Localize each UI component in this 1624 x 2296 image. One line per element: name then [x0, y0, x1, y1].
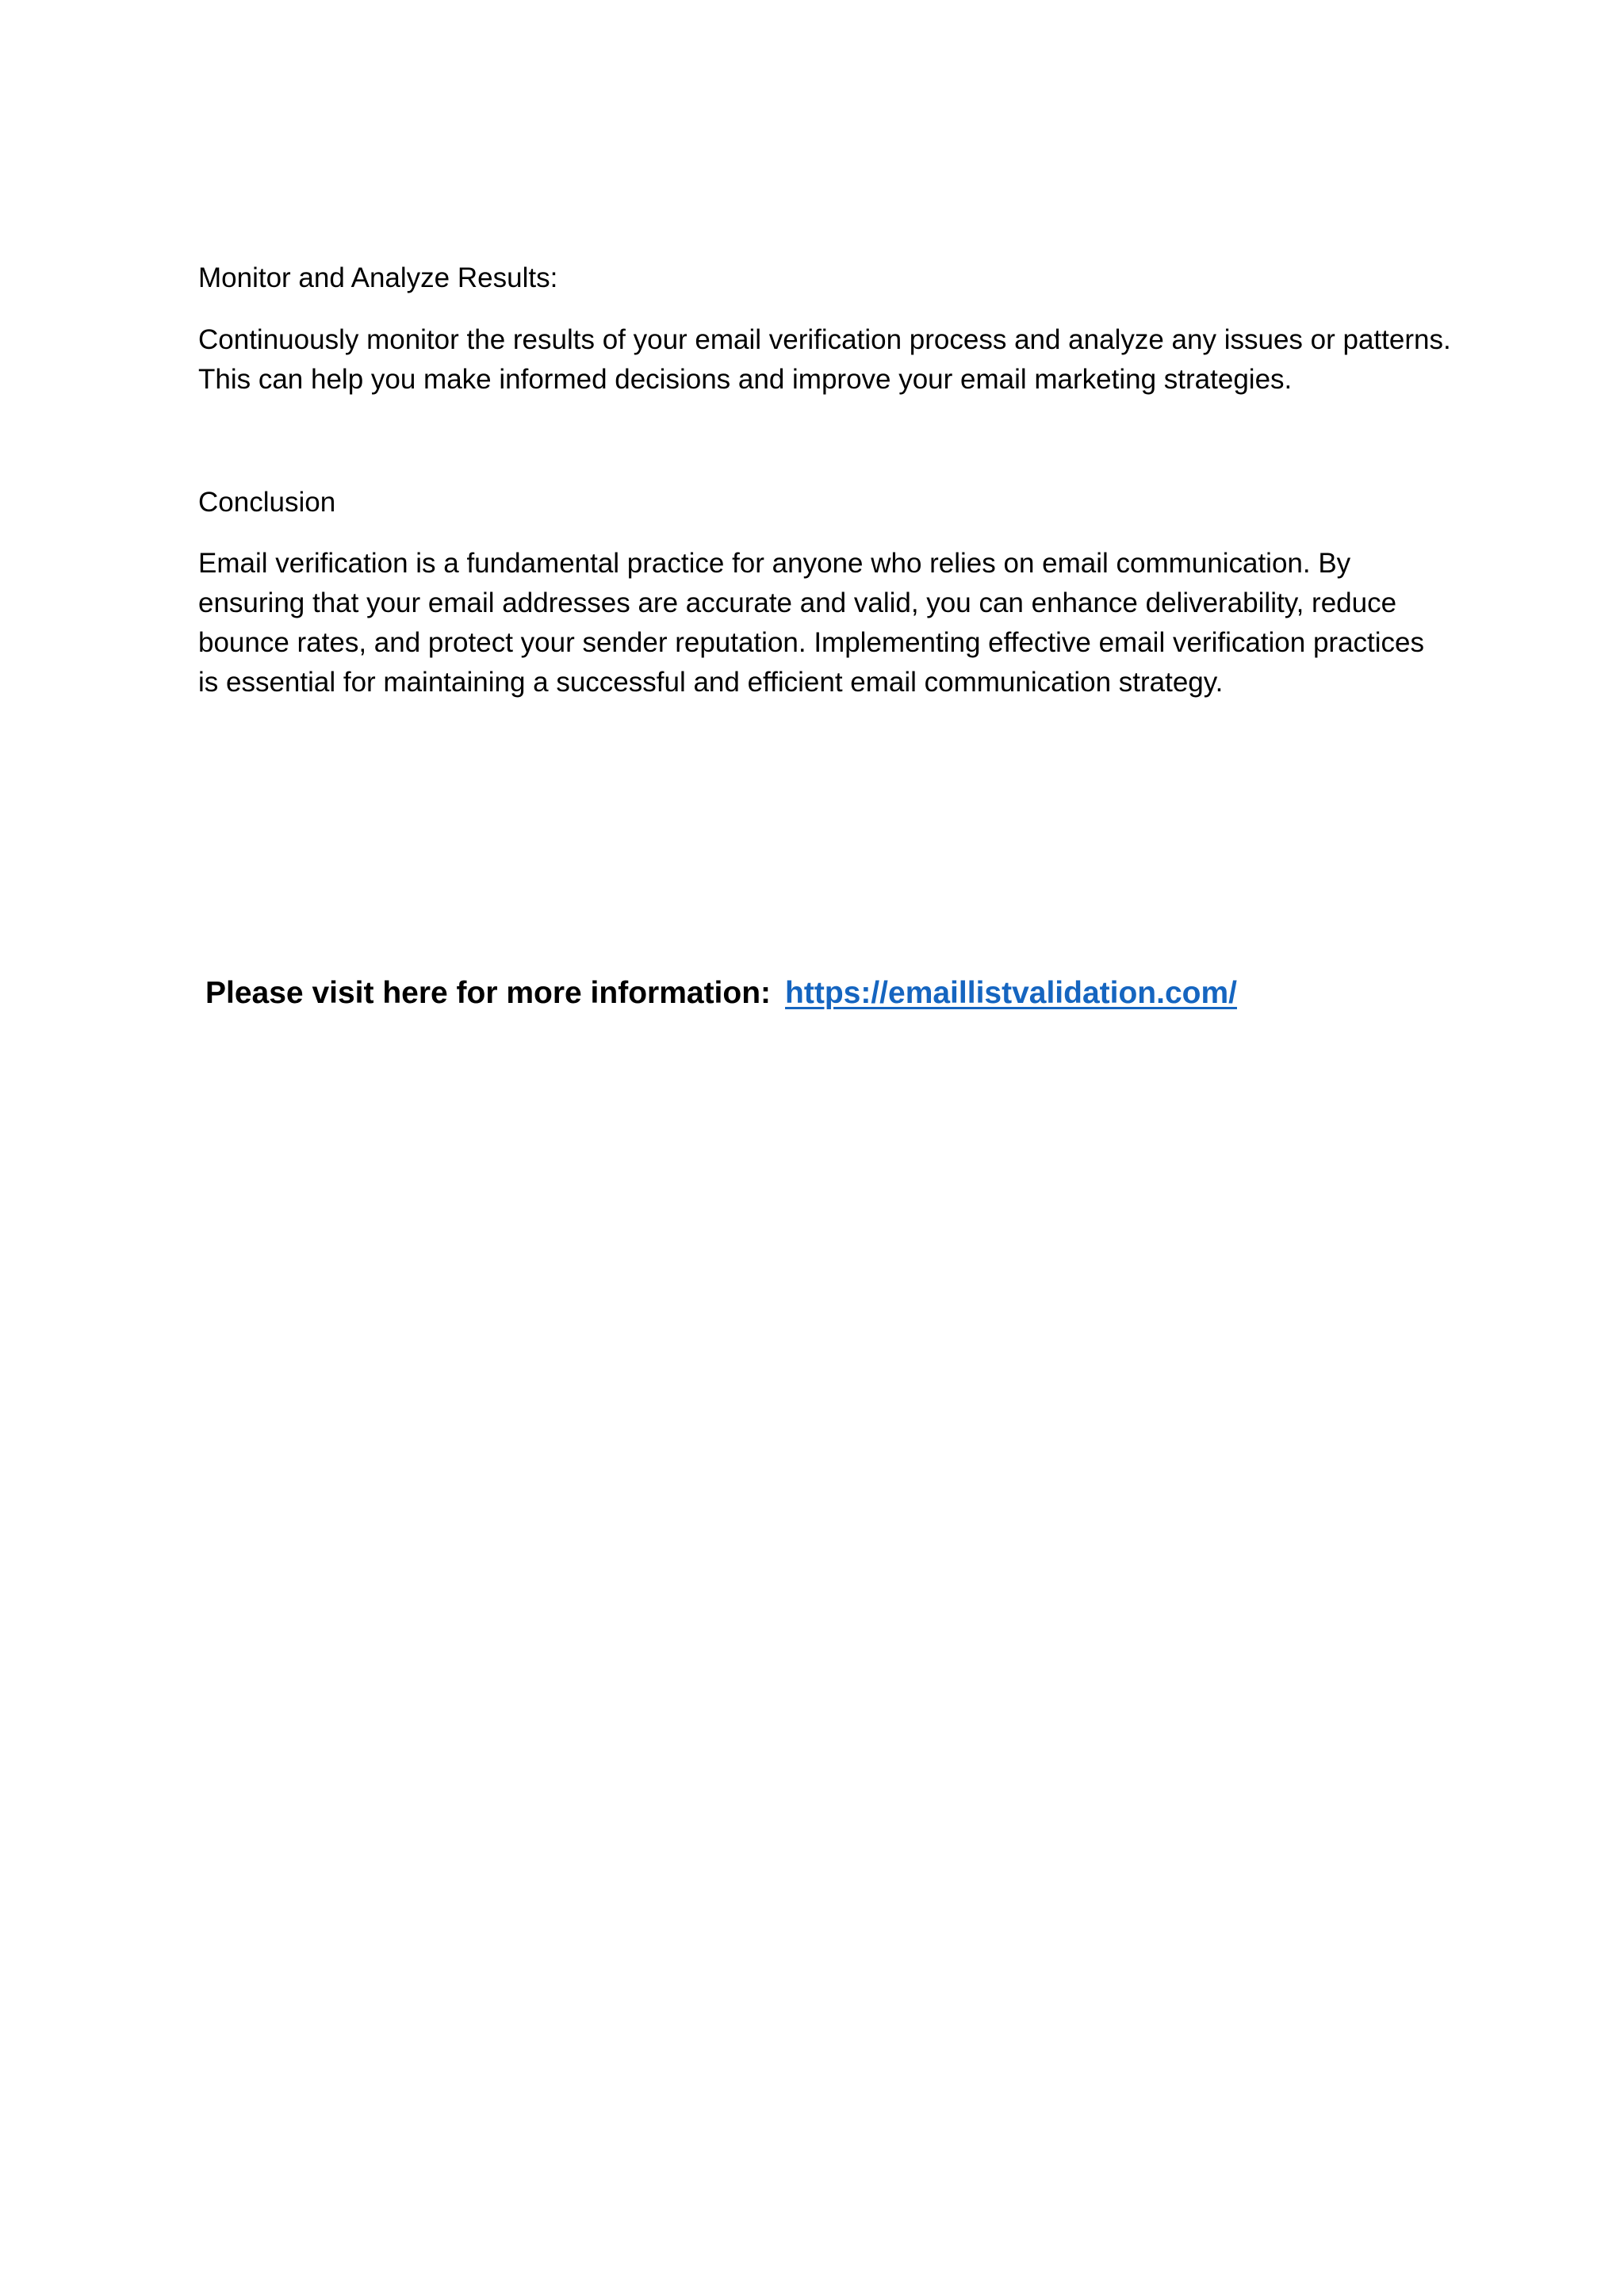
- section-paragraph-conclusion: Email verification is a fundamental practice for anyone who relies on email communication. By ensuring that your email addresses are accurate and valid, you can enhance deliverability, reduce bounce rates, and protect your sender reputation. Implementing effective email verification practices is essential for maintaining a successful and efficient email communication strategy.: [198, 548, 1425, 698]
- section-heading-monitor: Monitor and Analyze Results:: [198, 262, 558, 293]
- section-heading-conclusion: Conclusion: [198, 487, 336, 518]
- website-link[interactable]: https://emaillistvalidation.com/: [785, 976, 1237, 1010]
- section-paragraph-monitor: Continuously monitor the results of your email verification process and analyze any issues or patterns. This can help you make informed decisions and improve your email marketing strategies.: [198, 324, 1451, 395]
- more-info-line: [205, 971, 1237, 1016]
- more-info-label: Please visit here for more information:: [205, 976, 772, 1010]
